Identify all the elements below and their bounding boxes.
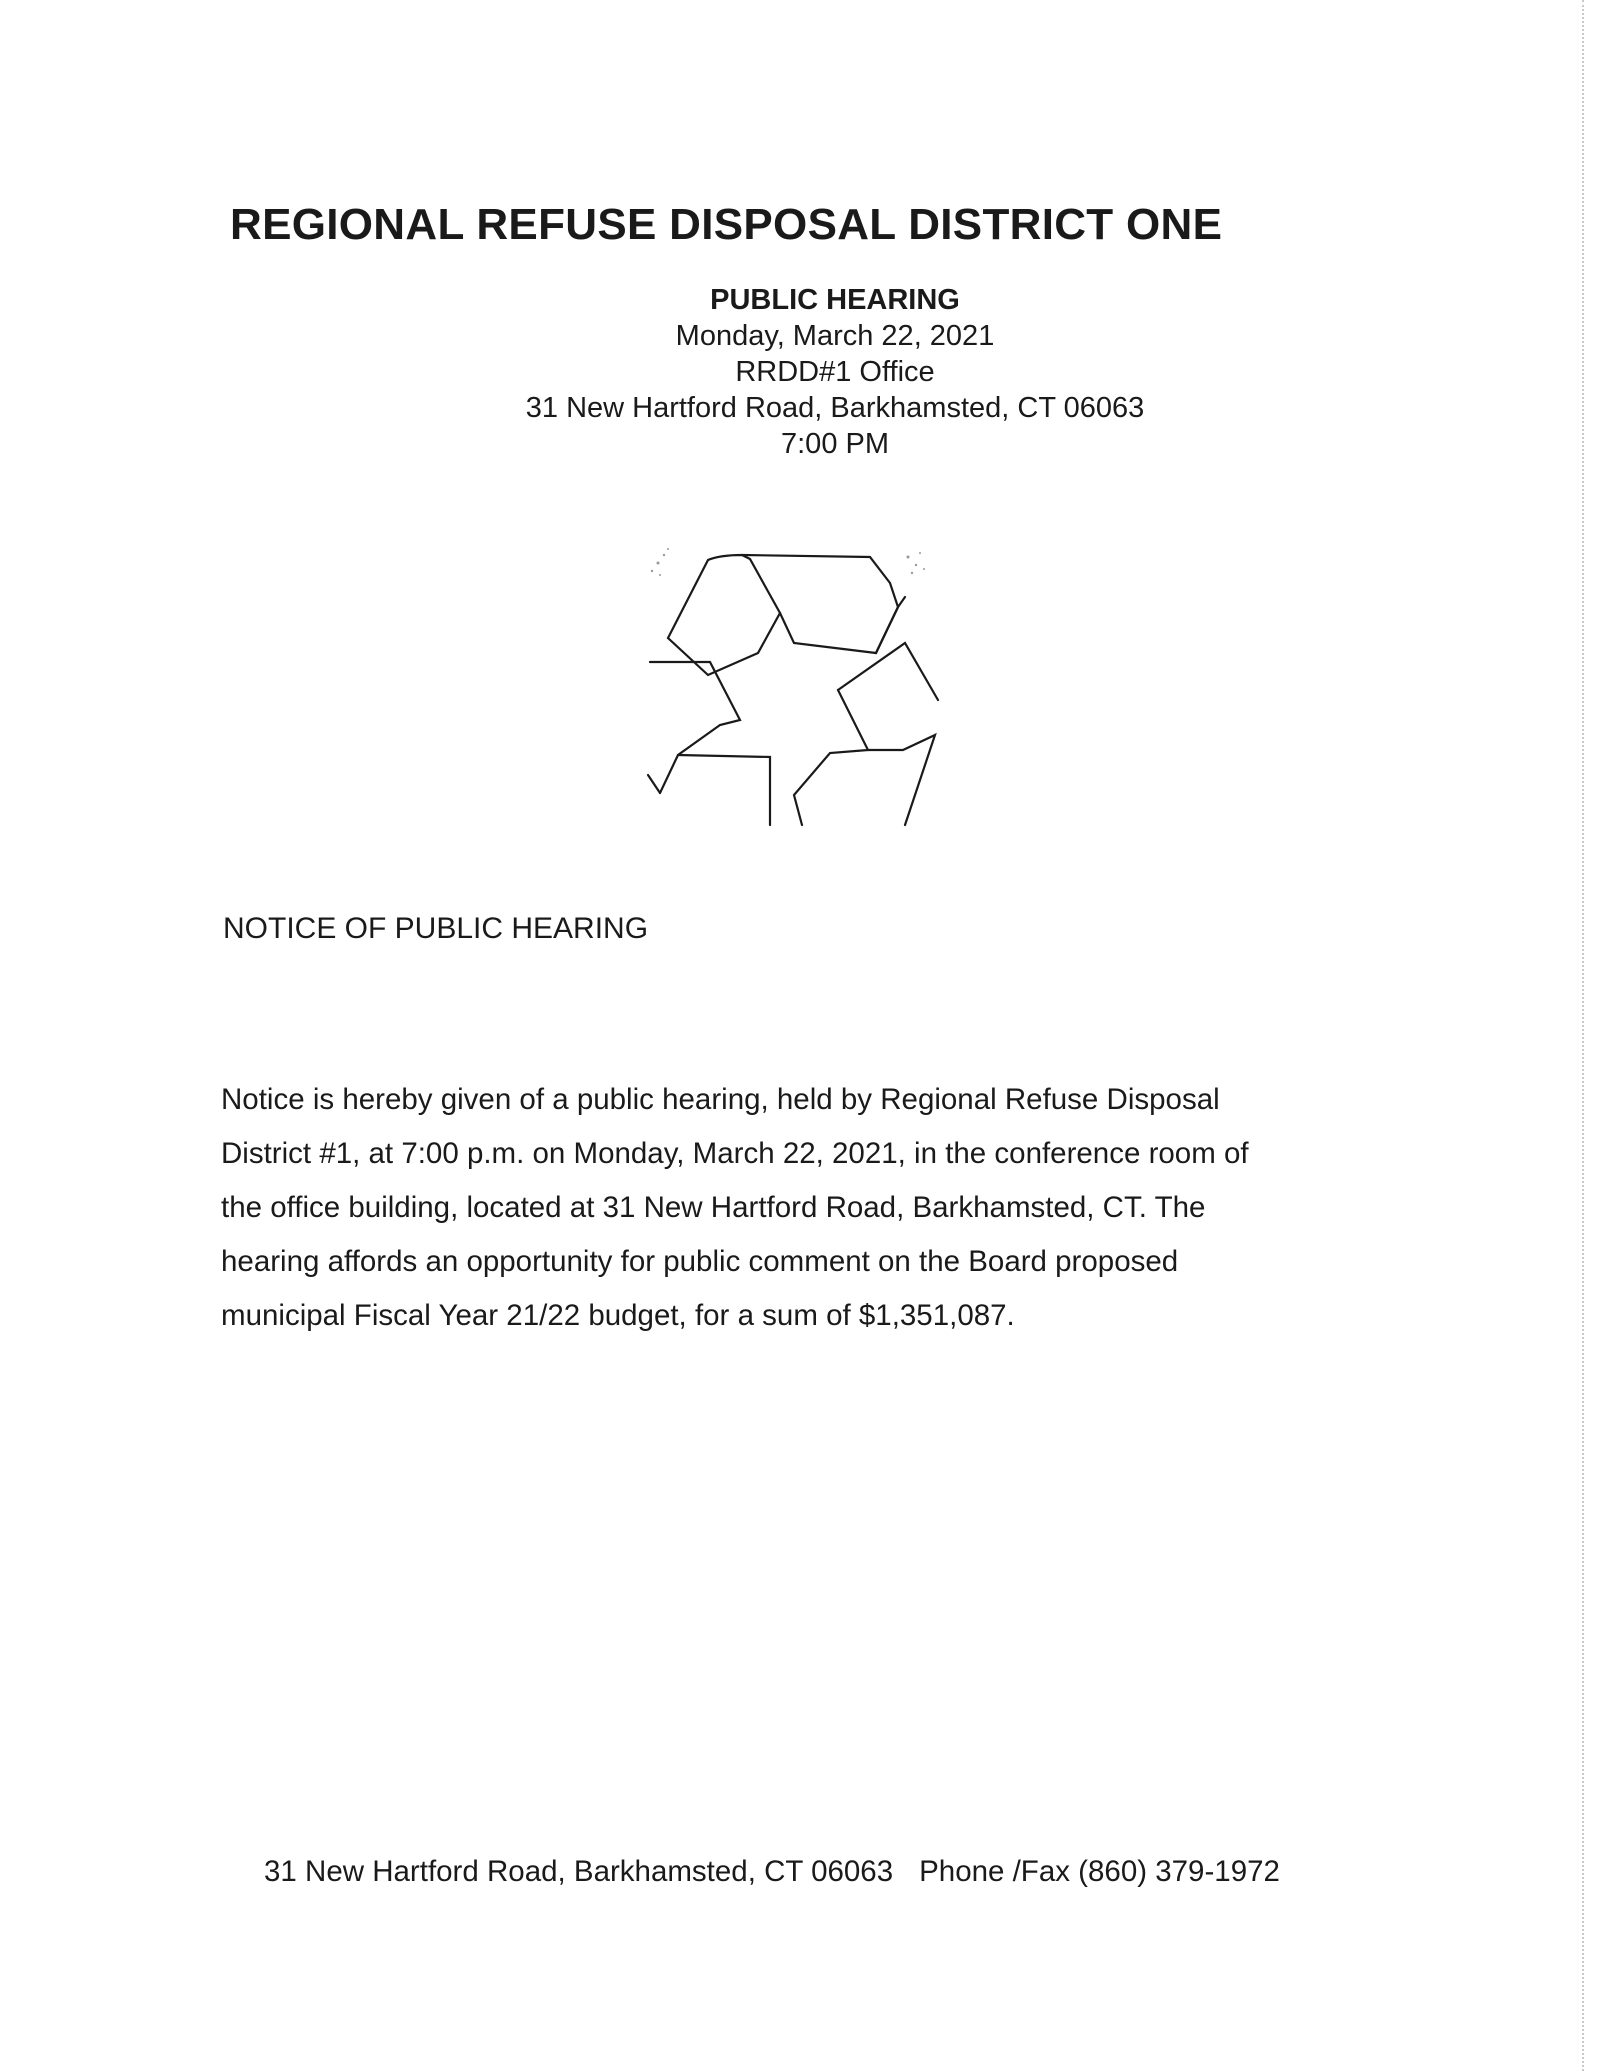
- body-line: District #1, at 7:00 p.m. on Monday, March 22, 2021, in the conference room of: [221, 1137, 1249, 1170]
- footer: [264, 1855, 1280, 1889]
- notice-body: [221, 1073, 1361, 1343]
- footer-address: 31 New Hartford Road, Barkhamsted, CT 06063: [264, 1855, 894, 1888]
- hearing-date: Monday, March 22, 2021: [675, 320, 995, 352]
- footer-phone: Phone /Fax (860) 379-1972: [919, 1855, 1280, 1888]
- notice-heading: NOTICE OF PUBLIC HEARING: [223, 912, 649, 945]
- hearing-heading: PUBLIC HEARING: [710, 284, 960, 316]
- body-line: municipal Fiscal Year 21/22 budget, for a sum of $1,351,087.: [221, 1299, 1015, 1332]
- hearing-header: [420, 282, 1250, 462]
- recycle-icon: [640, 535, 950, 835]
- scan-edge-line: [1582, 0, 1584, 2071]
- hearing-address: 31 New Hartford Road, Barkhamsted, CT 06063: [525, 392, 1145, 424]
- document-title: REGIONAL REFUSE DISPOSAL DISTRICT ONE: [230, 200, 1223, 249]
- body-line: hearing affords an opportunity for public comment on the Board proposed: [221, 1245, 1179, 1278]
- body-line: the office building, located at 31 New Hartford Road, Barkhamsted, CT. The: [221, 1191, 1206, 1224]
- hearing-location: RRDD#1 Office: [735, 356, 935, 388]
- hearing-time: 7:00 PM: [781, 428, 889, 460]
- body-line: Notice is hereby given of a public hearing, held by Regional Refuse Disposal: [221, 1083, 1220, 1116]
